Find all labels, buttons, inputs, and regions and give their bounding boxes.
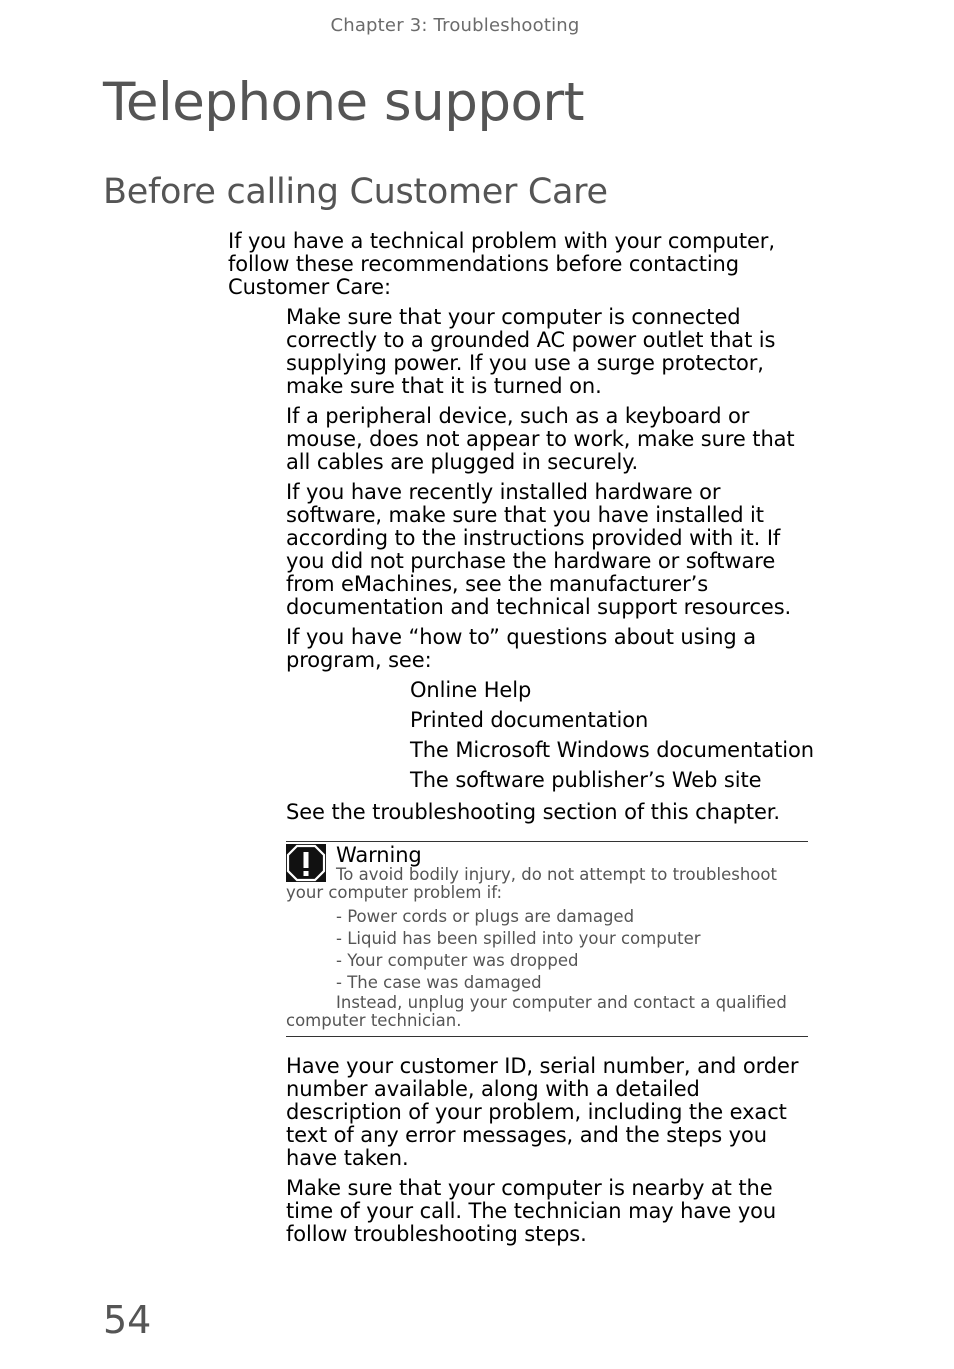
- list-item: Printed documentation: [410, 708, 649, 732]
- list-item: Online Help: [410, 678, 532, 702]
- page-number: 54: [103, 1298, 152, 1342]
- recommendation-peripheral: If a peripheral device, such as a keyboard or mouse, does not appear to work, make sure that all cables are plugged in securely.: [286, 404, 795, 474]
- recommendation-customer-id: Have your customer ID, serial number, and order number available, along with a detailed description of your problem, including the exact text of any error messages, and the steps you have taken.: [286, 1054, 799, 1170]
- recommendations: [286, 306, 816, 1253]
- recommendation-installed-hardware: If you have recently installed hardware or software, make sure that you have installed it according to the instructions provided with it. If you did not purchase the hardware or software from eMachines, see the manufacturer’s documentation and technical support resources.: [286, 480, 792, 619]
- warning-outro: Instead, unplug your computer and contact a qualified computer technician.: [286, 993, 787, 1030]
- exclamation-warning-icon: [286, 844, 326, 882]
- warning-intro: To avoid bodily injury, do not attempt to troubleshoot your computer problem if:: [286, 865, 777, 902]
- intro-paragraph: If you have a technical problem with your computer, follow these recommendations before contacting Customer Care:: [228, 229, 775, 299]
- list-item: - Power cords or plugs are damaged: [336, 907, 635, 926]
- list-item: - Liquid has been spilled into your computer: [336, 929, 701, 948]
- how-to-sources-list: [410, 679, 816, 792]
- warning-conditions: [336, 906, 808, 994]
- warning-title: Warning: [336, 843, 422, 867]
- list-item: The Microsoft Windows documentation: [410, 738, 814, 762]
- running-head: Chapter 3: Troubleshooting: [330, 15, 580, 36]
- list-item: - Your computer was dropped: [336, 951, 579, 970]
- recommendation-power: Make sure that your computer is connected correctly to a grounded AC power outlet that is supplying power. If you use a surge protector, make sure that it is turned on.: [286, 305, 776, 398]
- warning-box: [286, 841, 808, 1037]
- recommendation-how-to: If you have “how to” questions about using a program, see:: [286, 625, 756, 672]
- section-title: Before calling Customer Care: [103, 172, 608, 212]
- list-item: The software publisher’s Web site: [410, 768, 762, 792]
- recommendation-nearby: Make sure that your computer is nearby at the time of your call. The technician may have you follow troubleshooting steps.: [286, 1176, 777, 1246]
- page-title: Telephone support: [103, 72, 584, 133]
- see-chapter-paragraph: See the troubleshooting section of this chapter.: [286, 800, 780, 824]
- list-item: - The case was damaged: [336, 973, 542, 992]
